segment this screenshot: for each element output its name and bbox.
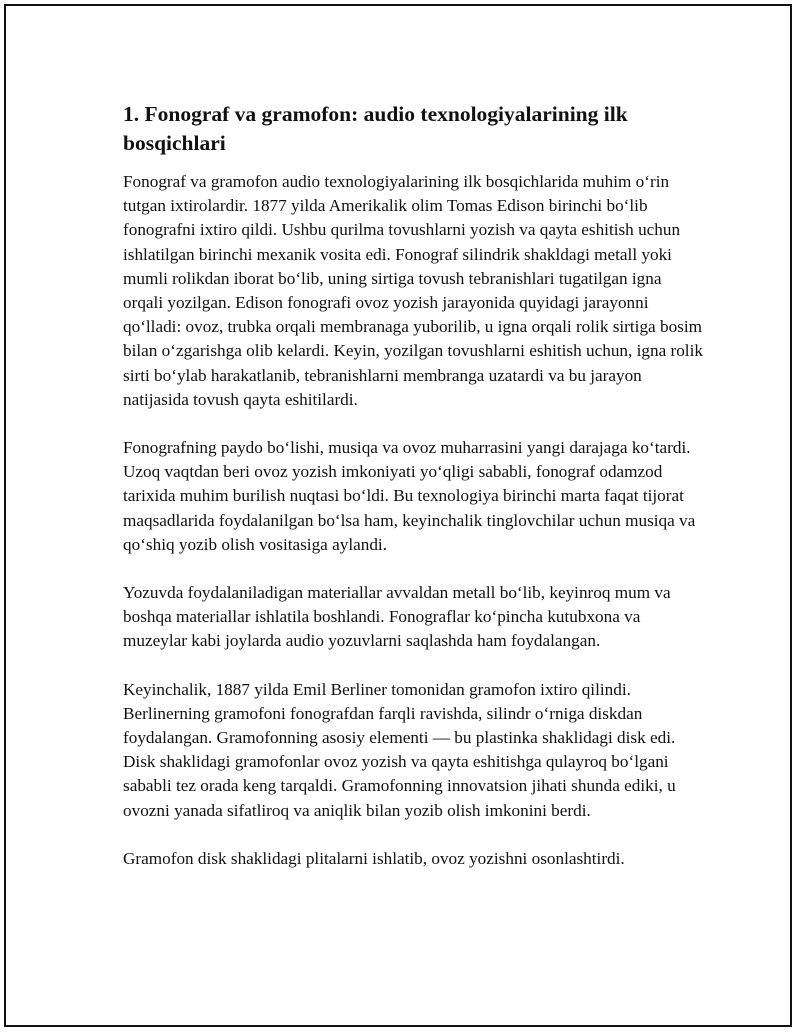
paragraph-1: Fonograf va gramofon audio texnologiyalarining ilk bosqichlarida muhim o‘rin tutgan ixtirolardir. 1877 yilda Amerikalik olim Tomas Edison birinchi bo‘lib fonografni ixtiro qildi. Ushbu qurilma tovushlarni yozish va qayta eshitish uchun ishlatilgan birinchi mexanik vosita edi. Fonograf silindrik shakldagi metall yoki mumli rolikdan iborat bo‘lib, uning sirtiga tovush tebranishlari tugatilgan igna orqali yozilgan. Edison fonografi ovoz yozish jarayonida quyidagi jarayonni qo‘lladi: ovoz, trubka orqali membranaga yuborilib, u igna orqali rolik sirtiga bosim bilan o‘zgarishga olib kelardi. Keyin, yozilgan tovushlarni eshitish uchun, igna rolik sirti bo‘ylab harakatlanib, tebranishlarni membranga uzatardi va bu jarayon natijasida tovush qayta eshitilardi. xyxy=(123,172,703,409)
paragraph-4: Keyinchalik, 1887 yilda Emil Berliner tomonidan gramofon ixtiro qilindi. Berlinerning gramofoni fonografdan farqli ravishda, silindr o‘rniga diskdan foydalangan. Gramofonning asosiy elementi — bu plastinka shaklidagi disk edi. Disk shaklidagi gramofonlar ovoz yozish va qayta eshitishga qulayroq bo‘lgani sababli tez orada keng tarqaldi. Gramofonning innovatsion jihati shunda ediki, u ovozni yanada sifatliroq va aniqlik bilan yozib olish imkonini berdi. xyxy=(123,679,676,820)
section-title: 1. Fonograf va gramofon: audio texnologiyalarining ilk bosqichlari xyxy=(123,102,628,155)
document-body xyxy=(123,100,703,895)
paragraph-2: Fonografning paydo bo‘lishi, musiqa va ovoz muharrasini yangi darajaga ko‘tardi. Uzoq vaqtdan beri ovoz yozish imkoniyati yo‘qligi sababli, fonograf odamzod tarixida muhim burilish nuqtasi bo‘ldi. Bu texnologiya birinchi marta faqat tijorat maqsadlarida foydalanilgan bo‘lsa ham, keyinchalik tinglovchilar uchun musiqa va qo‘shiq yozib olish vositasiga aylandi. xyxy=(123,438,696,554)
paragraph-5: Gramofon disk shaklidagi plitalarni ishlatib, ovoz yozishni osonlashtirdi. xyxy=(123,848,625,868)
page-frame xyxy=(4,4,792,1027)
paragraph-3: Yozuvda foydalaniladigan materiallar avvaldan metall bo‘lib, keyinroq mum va boshqa materiallar ishlatila boshlandi. Fonograflar ko‘pincha kutubxona va muzeylar kabi joylarda audio yozuvlarni saqlashda ham foydalangan. xyxy=(123,583,671,651)
